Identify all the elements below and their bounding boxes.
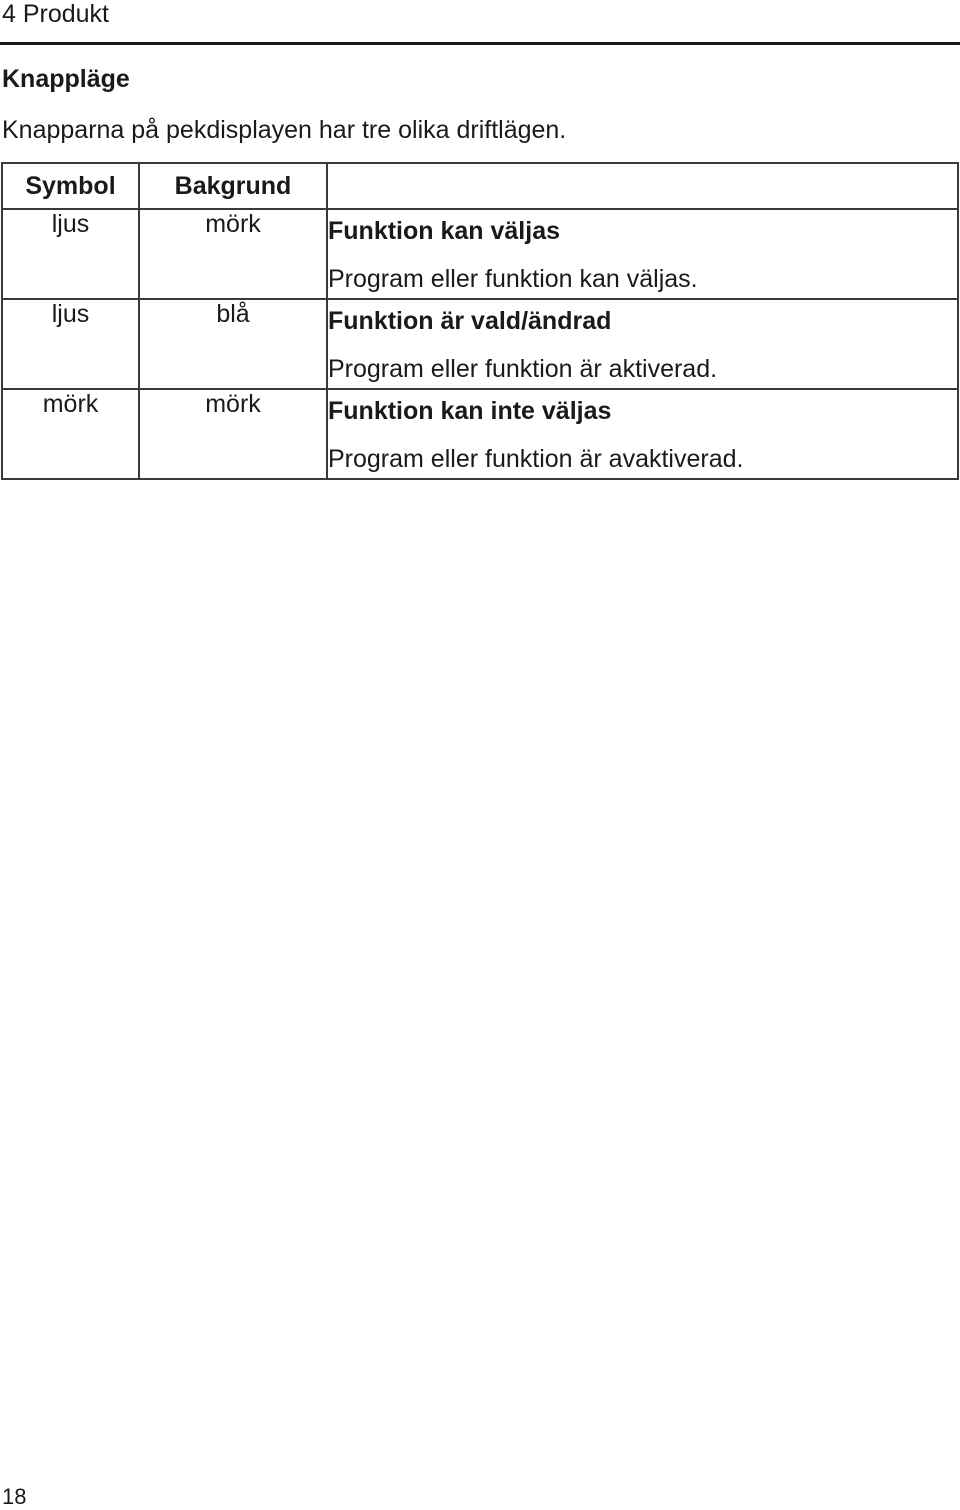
header-rule — [0, 42, 960, 45]
function-description: Program eller funktion är avaktiverad. — [328, 445, 744, 473]
cell-background: blå — [139, 299, 327, 389]
table-header-row — [2, 163, 958, 209]
cell-background: mörk — [139, 209, 327, 299]
button-mode-table — [1, 162, 959, 480]
cell-symbol: mörk — [2, 389, 139, 479]
cell-symbol: ljus — [2, 299, 139, 389]
header-symbol: Symbol — [2, 163, 139, 209]
table-row — [2, 209, 958, 299]
function-title: Funktion är vald/ändrad — [328, 307, 612, 335]
chapter-header: 4 Produkt — [2, 0, 110, 28]
page-number: 18 — [2, 1484, 27, 1509]
cell-function — [327, 299, 958, 389]
cell-background: mörk — [139, 389, 327, 479]
header-function — [327, 163, 958, 209]
table-row — [2, 299, 958, 389]
table-row — [2, 389, 958, 479]
header-background: Bakgrund — [139, 163, 327, 209]
function-title: Funktion kan väljas — [328, 217, 561, 245]
section-title: Knappläge — [2, 65, 130, 93]
function-description: Program eller funktion kan väljas. — [328, 265, 698, 293]
intro-text: Knapparna på pekdisplayen har tre olika driftlägen. — [2, 116, 567, 144]
cell-function — [327, 209, 958, 299]
cell-function — [327, 389, 958, 479]
function-description: Program eller funktion är aktiverad. — [328, 355, 718, 383]
function-title: Funktion kan inte väljas — [328, 397, 612, 425]
cell-symbol: ljus — [2, 209, 139, 299]
